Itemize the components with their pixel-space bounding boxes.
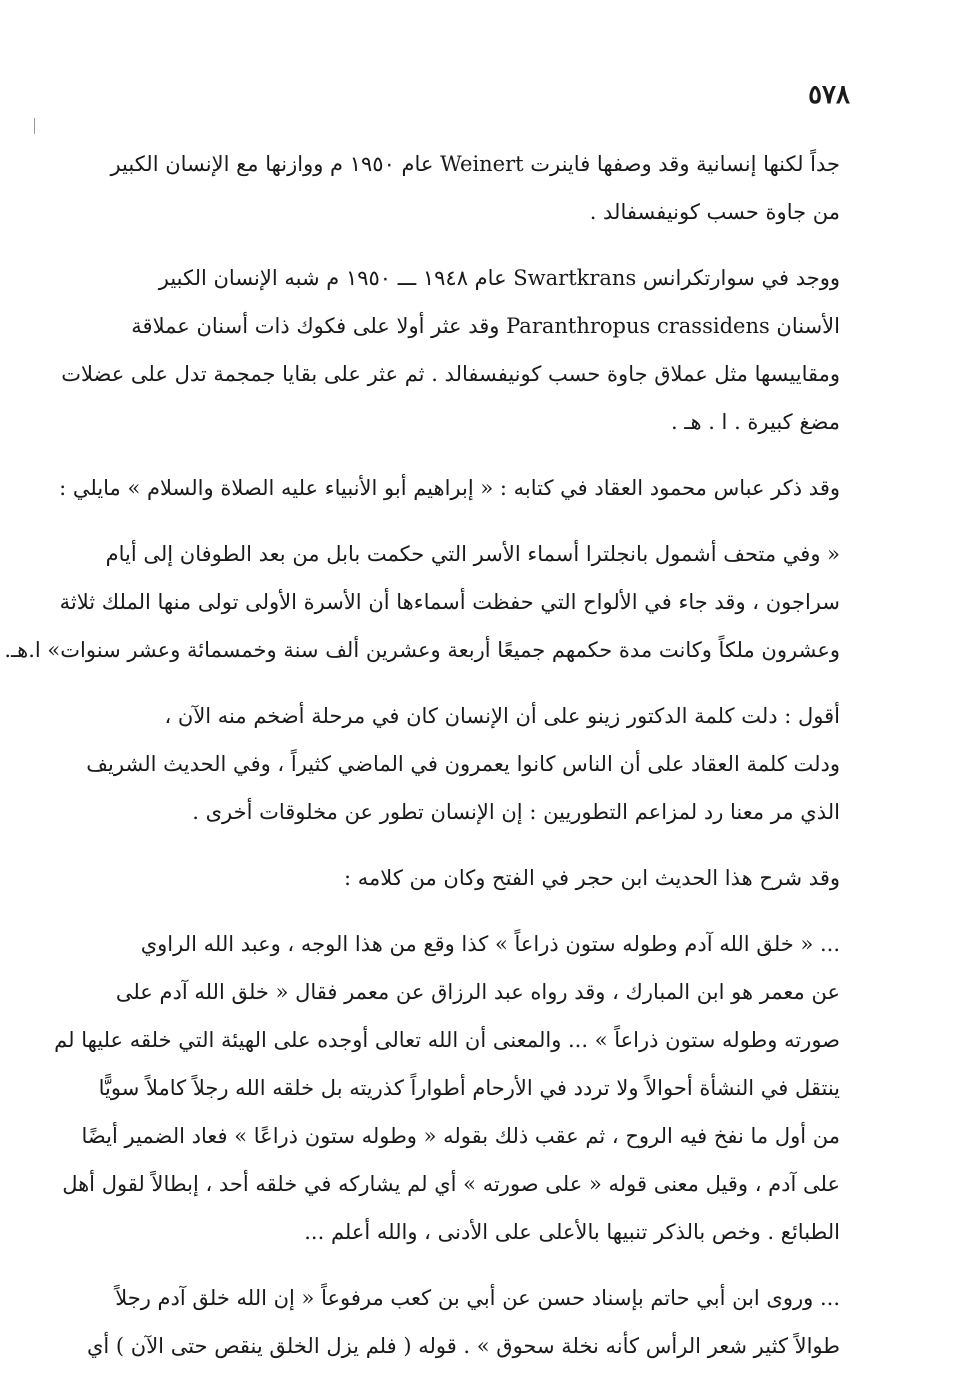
- paragraph-aqool: [86, 692, 840, 836]
- paragraph-weinert: [110, 140, 840, 236]
- text-line: جداً لكنها إنسانية وقد وصفها فاينرت Weinert عام ١٩٥٠ م ووازنها مع الإنسان الكبير: [110, 152, 840, 176]
- text-line: من جاوة حسب كونيفسفالد .: [589, 200, 840, 224]
- text-line: سراجون ، وقد جاء في الألواح التي حفظت أسماءها أن الأسرة الأولى تولى منها الملك ثلاثة: [59, 590, 840, 614]
- margin-mark: [34, 118, 35, 134]
- text-line: ... وروى ابن أبي حاتم بإسناد حسن عن أبي بن كعب مرفوعاً « إن الله خلق آدم رجلاً: [115, 1286, 840, 1310]
- text-line: وعشرون ملكاً وكانت مدة حكمهم جميعًا أربعة وعشرين ألف سنة وخمسمائة وعشر سنوات» ا.هـ.: [4, 638, 840, 662]
- text-line: من أول ما نفخ فيه الروح ، ثم عقب ذلك بقوله « وطوله ستون ذراعًا » فعاد الضمير أيضًا: [81, 1124, 840, 1148]
- text-line: ووجد في سوارتكرانس Swartkrans عام ١٩٤٨ ـــ ١٩٥٠ م شبه الإنسان الكبير: [158, 266, 840, 290]
- text-line: الأسنان Paranthropus crassidens وقد عثر أولا على فكوك ذات أسنان عملاقة: [131, 314, 840, 338]
- text-line: ينتقل في النشأة أحوالاً ولا تردد في الأرحام أطواراً كذريته بل خلقه الله رجلاً كاملاً سويًّا: [98, 1076, 840, 1100]
- text-line: على آدم ، وقيل معنى قوله « على صورته » أي لم يشاركه في خلقه أحد ، إبطالاً لقول أهل: [62, 1172, 840, 1196]
- text-line: مضغ كبيرة . ا . هـ .: [670, 410, 840, 434]
- text-line: صورته وطوله ستون ذراعاً » ... والمعنى أن الله تعالى أوجده على الهيئة التي خلقه عليها لم: [54, 1028, 840, 1052]
- text-line: الذي مر معنا رد لمزاعم التطوريين : إن الإنسان تطور عن مخلوقات أخرى .: [192, 800, 840, 824]
- text-line: « وفي متحف أشمول بانجلترا أسماء الأسر التي حكمت بابل من بعد الطوفان إلى أيام: [105, 542, 840, 566]
- paragraph-hadith-commentary: [54, 920, 840, 1256]
- page-number: ٥٧٨: [808, 80, 850, 110]
- text-line: وقد شرح هذا الحديث ابن حجر في الفتح وكان من كلامه :: [344, 866, 840, 890]
- text-line: ودلت كلمة العقاد على أن الناس كانوا يعمرون في الماضي كثيراً ، وفي الحديث الشريف: [86, 752, 840, 776]
- paragraph-ibn-hajar-intro: [110, 854, 840, 902]
- text-line: عن معمر هو ابن المبارك ، وقد رواه عبد الرزاق عن معمر فقال « خلق الله آدم على: [115, 980, 840, 1004]
- text-line: ... « خلق الله آدم وطوله ستون ذراعاً » كذا وقع من هذا الوجه ، وعبد الله الراوي: [140, 932, 840, 956]
- paragraph-swartkrans: [61, 254, 840, 446]
- paragraph-ibn-abi-hatim: [86, 1274, 840, 1370]
- text-line: ومقاييسها مثل عملاق جاوة حسب كونيفسفالد . ثم عثر على بقايا جمجمة تدل على عضلات: [61, 362, 840, 386]
- text-line: وقد ذكر عباس محمود العقاد في كتابه : « إبراهيم أبو الأنبياء عليه الصلاة والسلام » مايلي :: [59, 476, 840, 500]
- text-line: طوالاً كثير شعر الرأس كأنه نخلة سحوق » . قوله ( فلم يزل الخلق ينقص حتى الآن ) أي: [86, 1334, 840, 1358]
- text-line: الطبائع . وخص بالذكر تنبيها بالأعلى على الأدنى ، والله أعلم ...: [304, 1220, 840, 1244]
- paragraph-ashmolean-quote: [4, 530, 840, 674]
- body-text: [4, 140, 840, 1388]
- text-line: أقول : دلت كلمة الدكتور زينو على أن الإنسان كان في مرحلة أضخم منه الآن ،: [164, 704, 840, 728]
- paragraph-aqqad-intro: [59, 464, 840, 512]
